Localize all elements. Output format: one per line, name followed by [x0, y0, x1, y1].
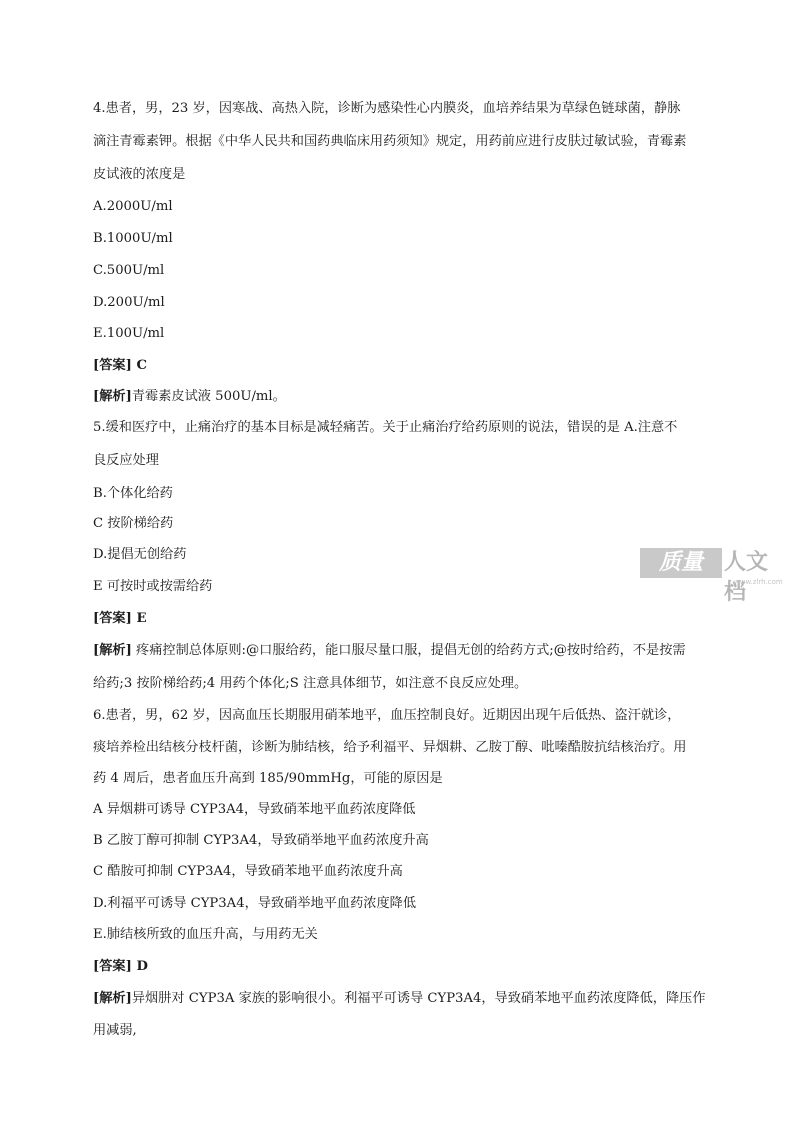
- q5-answer: [答案] E: [93, 611, 147, 626]
- q6-analysis-text-1: 异烟肼对 CYP3A 家族的影响很小。利福平可诱导 CYP3A4，导致硝苯地平血药浓度降低，降压作: [131, 991, 706, 1006]
- q6-option-d: D.利福平可诱导 CYP3A4，导致硝举地平血药浓度降低: [93, 896, 417, 911]
- q4-analysis-label: [解析]: [93, 389, 132, 404]
- q4-analysis: [93, 388, 733, 406]
- q6-option-b: B 乙胺丁醇可抑制 CYP3A4，导致硝举地平血药浓度升高: [93, 833, 429, 848]
- q6-stem-line-2: 痰培养检出结核分枝杆菌，诊断为肺结核，给予利福平、异烟耕、乙胺丁醇、吡嗪酷胺抗结核治疗。用: [93, 740, 687, 755]
- q5-option-d: D.提倡无创给药: [93, 547, 187, 562]
- q5-option-c: C 按阶梯给药: [93, 516, 174, 531]
- q4-stem-line-2: 滴注青霉素钾。根据《中华人民共和国药典临床用药须知》规定，用药前应进行皮肤过敏试验，青霉素: [93, 134, 687, 149]
- q6-stem-line-1: 6.患者，男，62 岁，因高血压长期服用硝苯地平，血压控制良好。近期因出现午后低热、盗汗就诊，: [93, 708, 681, 723]
- q6-option-a: A 异烟耕可诱导 CYP3A4，导致硝苯地平血药浓度降低: [93, 802, 416, 817]
- q5-option-e: E 可按时或按需给药: [93, 579, 213, 594]
- q5-analysis-line-2: 给药;3 按阶梯给药;4 用药个体化;S 注意具体细节，如注意不良反应处理。: [93, 676, 528, 691]
- q6-analysis-line-2: 用减弱,: [93, 1023, 137, 1038]
- q5-option-b: B.个体化给药: [93, 486, 173, 501]
- q6-analysis-label: [解析]: [93, 991, 132, 1006]
- q4-option-a: A.2000U/ml: [93, 199, 173, 214]
- watermark-box: 质量: [640, 548, 722, 578]
- q4-stem-line-1: 4.患者，男，23 岁，因寒战、高热入院，诊断为感染性心内膜炎，血培养结果为草绿色链球菌，静脉: [93, 101, 681, 116]
- q5-stem-line-1: 5.缓和医疗中，止痛治疗的基本目标是减轻痛苦。关于止痛治疗给药原则的说法，错误的是 A.注意不: [93, 420, 678, 435]
- q4-option-d: D.200U/ml: [93, 295, 165, 310]
- watermark-logo: [640, 548, 788, 605]
- watermark-url: www.zlrh.com: [734, 578, 783, 586]
- q5-analysis-label: [解析]: [93, 643, 132, 658]
- q4-answer: [答案] C: [93, 358, 147, 373]
- q6-option-c: C 酷胺可抑制 CYP3A4，导致硝苯地平血药浓度升高: [93, 864, 403, 879]
- q4-stem-line-3: 皮试液的浓度是: [93, 167, 186, 182]
- q5-stem-line-2: 良反应处理: [93, 453, 159, 468]
- q4-option-c: C.500U/ml: [93, 263, 165, 278]
- q5-analysis-line-1: [93, 642, 733, 660]
- q5-analysis-text-1: 疼痛控制总体原则:@口服给药，能口服尽量口服，提倡无创的给药方式;@按时给药，不是按需: [131, 643, 686, 658]
- q6-option-e: E.肺结核所致的血压升高，与用药无关: [93, 927, 318, 942]
- q4-analysis-text: 青霉素皮试液 500U/ml。: [131, 389, 286, 404]
- q6-answer: [答案] D: [93, 959, 148, 974]
- q4-option-e: E.100U/ml: [93, 326, 165, 341]
- q6-stem-line-3: 药 4 周后，患者血压升高到 185/90mmHg，可能的原因是: [93, 771, 443, 786]
- q6-analysis-line-1: [93, 990, 733, 1008]
- q4-option-b: B.1000U/ml: [93, 231, 173, 246]
- watermark-text: 人文档: [724, 550, 769, 605]
